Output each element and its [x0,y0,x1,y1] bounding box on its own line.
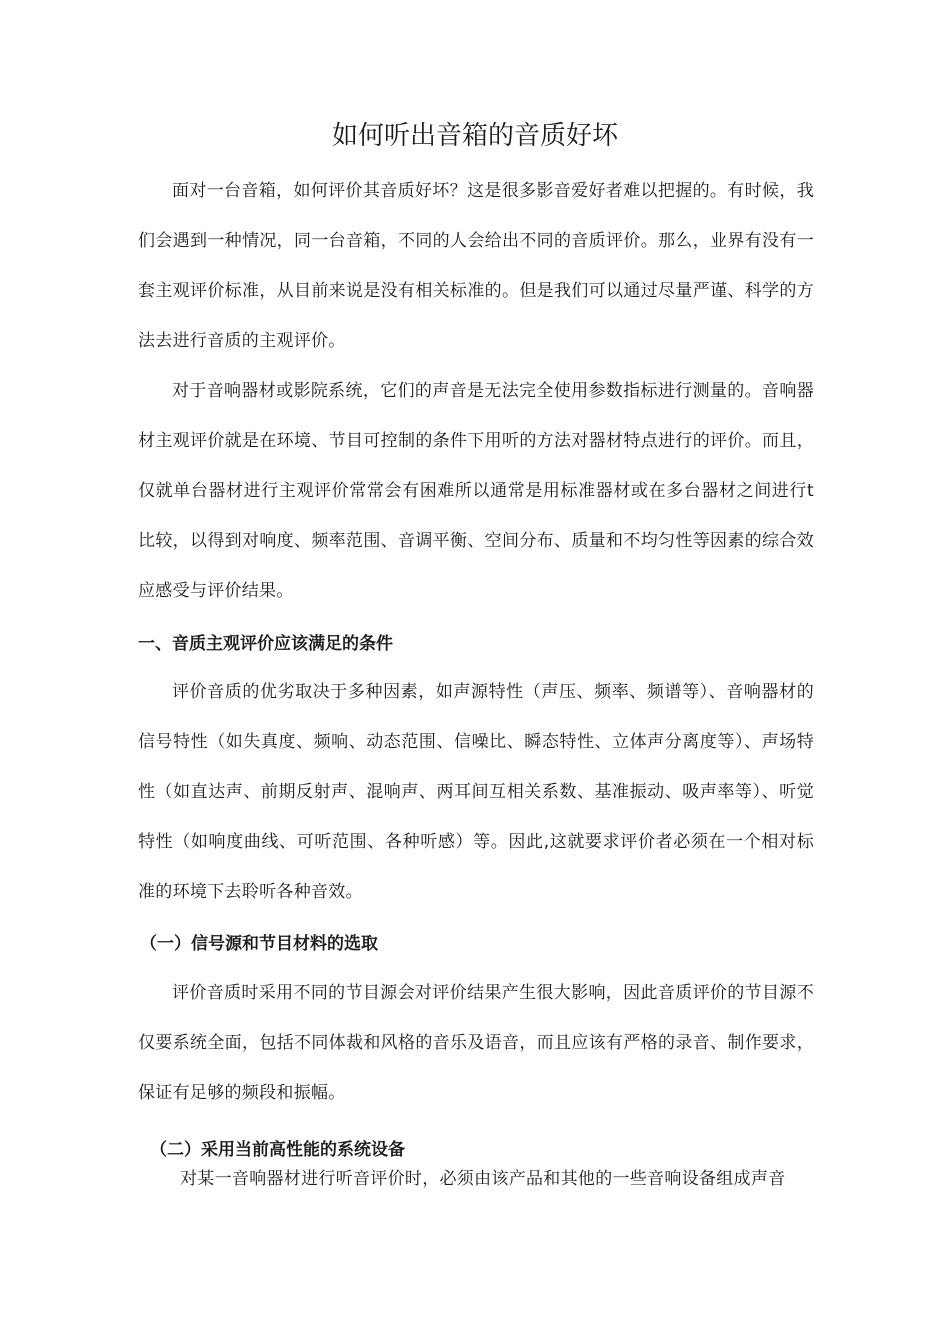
paragraph-system-equipment: 对某一音响器材进行听音评价时，必须由该产品和其他的一些音响设备组成声音 [180,1169,786,1189]
document-title: 如何听出音箱的音质好坏 [331,121,618,151]
paragraph-factors: 评价音质的优劣取决于多种因素，如声源特性（声压、频率、频谱等）、音响器材的信号特性（如失真度、频响、动态范围、信噪比、瞬态特性、立体声分离度等）、声场特性（如直达声、前期反射声、混响声、两耳间互相关系数、基准振动、吸声率等）、听觉特性（如响度曲线、可听范围、各种听感）等。因此,这就要求评价者必须在一个相对标准的环境下去聆听各种音效。 [138,682,814,902]
paragraph-program-source: 评价音质时采用不同的节目源会对评价结果产生很大影响，因此音质评价的节目源不仅要系统全面，包括不同体裁和风格的音乐及语音，而且应该有严格的录音、制作要求，保证有足够的频段和振幅。 [138,983,814,1103]
paragraph-intro: 面对一台音箱，如何评价其音质好坏？这是很多影音爱好者难以把握的。有时候，我们会遇到一种情况，同一台音箱，不同的人会给出不同的音质评价。那么，业界有没有一套主观评价标准，从目前来说是没有相关标准的。但是我们可以通过尽量严谨、科学的方法去进行音质的主观评价。 [138,181,814,351]
paragraph-subjective-evaluation: 对于音响器材或影院系统，它们的声音是无法完全使用参数指标进行测量的。音响器材主观评价就是在环境、节目可控制的条件下用听的方法对器材特点进行的评价。而且，仅就单台器材进行主观评价常常会有困难所以通常是用标准器材或在多台器材之间进行t比较，以得到对响度、频率范围、音调平衡、空间分布、质量和不均匀性等因素的综合效应感受与评价结果。 [138,381,814,601]
subsection-heading-1: （一）信号源和节目材料的选取 [140,934,378,954]
subsection-heading-2: （二）采用当前高性能的系统设备 [150,1140,405,1160]
section-heading-1: 一、音质主观评价应该满足的条件 [138,634,393,654]
